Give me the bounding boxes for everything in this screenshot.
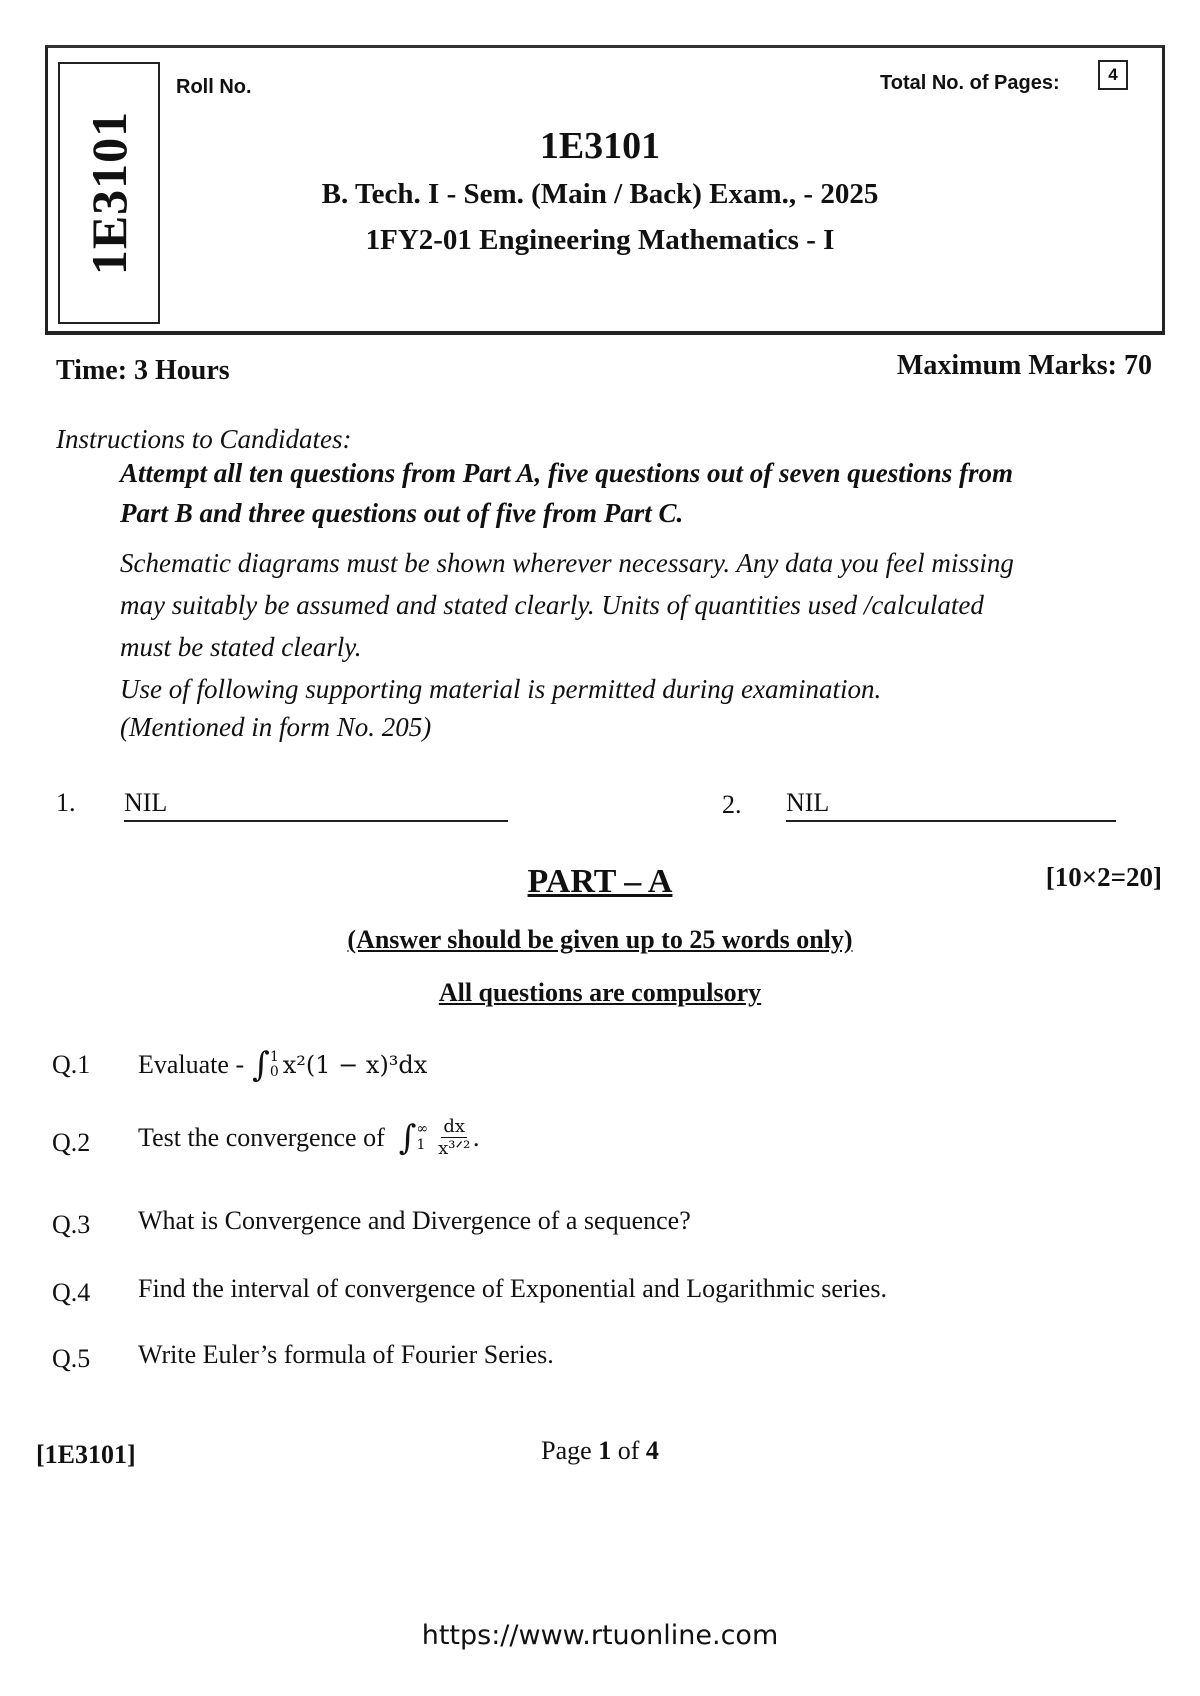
instruction-line: Part B and three questions out of five from Part C. [120, 498, 684, 528]
page-of: of [617, 1436, 640, 1465]
max-marks-label: Maximum Marks: [896, 350, 1117, 381]
total-pages-label: Total No. of Pages: [880, 72, 1060, 94]
instruction-line: may suitably be assumed and stated clearly. Units of quantities used /calculated [120, 590, 984, 620]
upper-limit: ∞ [416, 1121, 429, 1138]
fraction-denominator: x³ᐟ² [438, 1138, 471, 1159]
question-text: Write Euler’s formula of Fourier Series. [138, 1340, 554, 1369]
page-indicator [0, 1436, 1200, 1466]
instruction-line: must be stated clearly. [120, 632, 362, 662]
material-field [786, 788, 1116, 822]
max-marks-value: 70 [1124, 350, 1152, 381]
material-value: NIL [124, 788, 168, 817]
question-number: Q.1 [52, 1050, 91, 1079]
integrand: x²(1 − x)³dx [282, 1051, 428, 1079]
part-a-marks: [10×2=20] [1045, 862, 1162, 892]
integral-expression [399, 1116, 480, 1159]
footer-paper-code: [1E3101] [36, 1440, 136, 1469]
instructions-heading: Instructions to Candidates: [56, 424, 352, 454]
instruction-line: Use of following supporting material is permitted during examination. [120, 674, 882, 704]
question-text: What is Convergence and Divergence of a sequence? [138, 1206, 691, 1235]
upper-limit: 1 [269, 1048, 279, 1065]
page-current: 1 [598, 1436, 612, 1465]
expression-trail: . [472, 1123, 480, 1152]
instruction-line: Attempt all ten questions from Part A, five questions out of seven questions from [120, 458, 1014, 488]
maximum-marks [897, 350, 1152, 382]
page-prefix: Page [541, 1436, 592, 1465]
side-code: 1E3101 [81, 110, 137, 276]
integral-sign-icon: ∫ [252, 1045, 270, 1085]
material-number: 2. [722, 790, 742, 819]
part-a-title: PART – A [527, 863, 673, 900]
subject-title: 1FY2-01 Engineering Mathematics - I [365, 224, 835, 256]
part-a-word-limit: (Answer should be given up to 25 words only) [347, 925, 853, 954]
material-value: NIL [786, 788, 830, 817]
integral-limits [270, 1050, 279, 1081]
material-number: 1. [56, 788, 76, 817]
integral-limits [416, 1122, 428, 1153]
source-url: https://www.rtuonline.com [421, 1620, 779, 1651]
part-a-compulsory-note: All questions are compulsory [438, 978, 762, 1007]
question-number: Q.4 [52, 1278, 91, 1307]
exam-time: Time: 3 Hours [56, 355, 230, 386]
instruction-line: Schematic diagrams must be shown wherever necessary. Any data you feel missing [120, 548, 1014, 578]
exam-title: B. Tech. I - Sem. (Main / Back) Exam., - 2025 [321, 178, 879, 210]
instruction-line: (Mentioned in form No. 205) [120, 712, 432, 742]
integral-sign-icon: ∫ [398, 1117, 417, 1158]
roll-no-label: Roll No. [176, 76, 252, 98]
lower-limit: 0 [269, 1064, 279, 1080]
integral-expression [252, 1045, 428, 1085]
fraction-numerator: dx [443, 1116, 466, 1137]
question-text: Find the interval of convergence of Exponential and Logarithmic series. [138, 1274, 887, 1303]
total-pages-value: 4 [1098, 60, 1128, 90]
question-number: Q.2 [52, 1128, 91, 1157]
page-total: 4 [645, 1436, 659, 1465]
material-field [124, 788, 508, 822]
lower-limit: 1 [416, 1136, 426, 1153]
fraction [436, 1116, 472, 1159]
paper-code: 1E3101 [539, 125, 661, 167]
question-text [138, 1116, 480, 1159]
question-prompt: Test the convergence of [138, 1122, 385, 1152]
question-number: Q.5 [52, 1344, 91, 1373]
question-text [138, 1045, 428, 1085]
question-prompt: Evaluate - [138, 1050, 245, 1079]
question-number: Q.3 [52, 1210, 91, 1239]
